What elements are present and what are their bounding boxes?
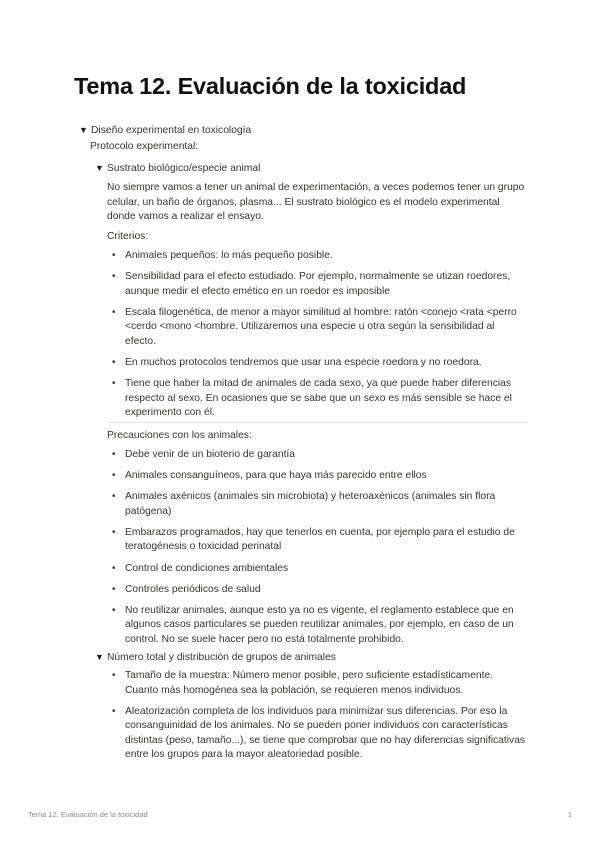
list-item: • Animales pequeños: lo más pequeño posible. (112, 250, 333, 261)
list-item: • En muchos protocolos tendremos que usar una especie roedora y no roedora. (112, 357, 482, 369)
list-item: • Sensibilidad para el efecto estudiado. Por ejemplo, normalmente se utizan roedores, aunque medir el efecto emético en un roedor es imposible (112, 271, 511, 297)
triangle-down-icon[interactable]: ▼ (79, 125, 88, 135)
protocolo-label: Protocolo experimental: (90, 141, 199, 152)
toggle-diseno-experimental[interactable] (79, 123, 251, 139)
list-item: • Embarazos programados, hay que tenerlos en cuenta, por ejemplo para el estudio de teratogénesis o toxicidad perinatal (112, 526, 515, 553)
list-item: • Debe venir de un bioterio de garantía (112, 449, 296, 460)
list-item: • Control de condiciones ambientales (112, 562, 289, 574)
footer-page-number: 1 (567, 810, 572, 819)
footer-doc-title: Tema 12. Evaluación de la toxicidad (28, 810, 148, 819)
list-item: • Tiene que haber la mitad de animales de cada sexo, ya que puede haber diferencias respecto al sexo. En ocasiones que se sabe que un sexo es más sensible se hace el experimento con él. (112, 378, 512, 419)
grupos-list (107, 669, 527, 770)
toggle-label: Número total y distribución de grupos de animales (107, 652, 336, 663)
divider (107, 422, 528, 423)
list-item: • Animales consanguíneos, para que haya más parecido entre ellos (112, 470, 427, 482)
list-item: • Escala filogenética, de menor a mayor similitud al hombre: ratón <conejo <rata <perro <cerdo <mono <hombre. Utilizaremos una especie u otra según la sensibilidad al efecto. (112, 306, 517, 347)
toggle-numero-total-grupos[interactable] (95, 650, 336, 666)
page-title: Tema 12. Evaluación de la toxicidad (74, 73, 467, 99)
list-item: • Tamaño de la muestra: Número menor posible, pero suficiente estadísticamente. Cuanto más homogénea sea la población, se requieren menos individuos. (112, 670, 494, 696)
intro-paragraph: No siempre vamos a tener un animal de experimentación, a veces podemos tener un grupo celular, un baño de órganos, plasma... El sustrato biológico es el modelo experimental donde vamos a realizar el ensayo. (107, 182, 525, 223)
toggle-label: Diseño experimental en toxicología (91, 125, 252, 136)
toggle-label: Sustrato biológico/especie animal (107, 163, 261, 174)
triangle-down-icon[interactable]: ▼ (95, 652, 104, 662)
triangle-down-icon[interactable]: ▼ (95, 163, 104, 173)
list-item: • Aleatorización completa de los individuos para minimizar sus diferencias. Por eso la consanguinidad de los animales. No se pueden poner individuos con características distintas (peso, tamaño...), se tiene que comprobar que no hay diferencias significativas entre los grupos para la mayor aleatoriedad posible. (112, 705, 526, 761)
precauciones-list (107, 448, 527, 654)
list-item: • No reutilizar animales, aunque esto ya no es vigente, el reglamento establece que en algunos casos particulares se pueden reutilizar animales, por ejemplo, en caso de un control. No se suele hacer pero no está totalmente prohibido. (112, 604, 514, 645)
criterios-label: Criterios: (107, 231, 149, 242)
criterios-list (107, 249, 527, 427)
list-item: • Controles periódicos de salud (112, 583, 261, 595)
list-item: • Animales axénicos (animales sin microbiota) y heteroaxénicos (animales sin flora patógena) (112, 491, 496, 517)
toggle-sustrato-biologico[interactable] (95, 161, 260, 177)
precauciones-label: Precauciones con los animales: (107, 430, 252, 441)
